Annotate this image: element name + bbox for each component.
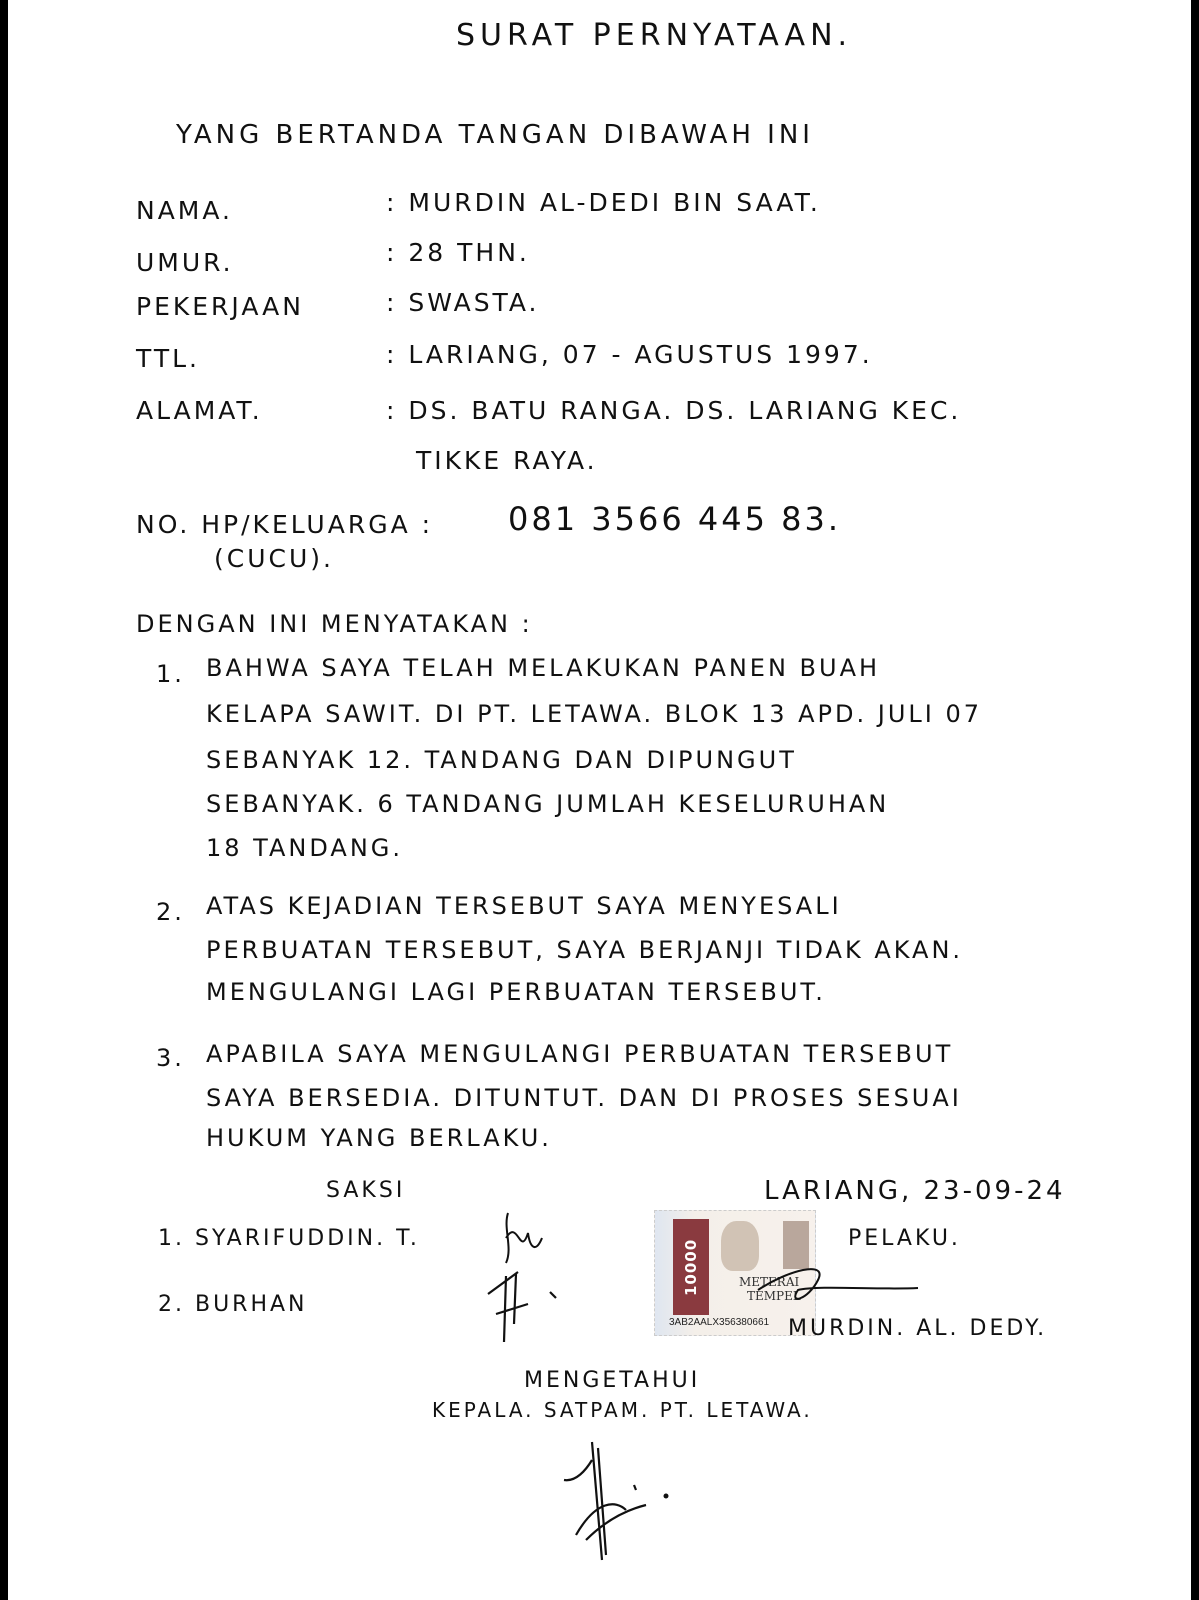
stamp-value: 10000 — [673, 1219, 709, 1315]
field-label-birth: TTL. — [136, 344, 200, 373]
point-line: MENGULANGI LAGI PERBUATAN TERSEBUT. — [206, 978, 826, 1006]
point-number: 3. — [156, 1044, 185, 1072]
witness-2: 2. BURHAN — [158, 1292, 308, 1317]
point-line: PERBUATAN TERSEBUT, SAYA BERJANJI TIDAK AKAN. — [206, 936, 964, 964]
field-value-age: : 28 THN. — [386, 238, 530, 267]
point-line: KELAPA SAWIT. DI PT. LETAWA. BLOK 13 APD. JULI 07 — [206, 700, 983, 728]
field-label-address: ALAMAT. — [136, 396, 263, 425]
field-label-occupation: PEKERJAAN — [136, 292, 304, 321]
stamp-serial: 3AB2AALX356380661 — [669, 1317, 770, 1328]
field-value-birth: : LARIANG, 07 - AGUSTUS 1997. — [386, 340, 873, 369]
acknowledged-heading: MENGETAHUI — [524, 1368, 701, 1393]
stamp-label: TEMPEL — [747, 1289, 801, 1303]
field-label-age: UMUR. — [136, 248, 234, 277]
stamp-label: METERAI — [739, 1275, 800, 1289]
point-line: SAYA BERSEDIA. DITUNTUT. DAN DI PROSES SESUAI — [206, 1084, 962, 1112]
intro-text: YANG BERTANDA TANGAN DIBAWAH INI — [176, 120, 814, 150]
point-line: SEBANYAK. 6 TANDANG JUMLAH KESELURUHAN — [206, 790, 890, 818]
point-line: APABILA SAYA MENGULANGI PERBUATAN TERSEBUT — [206, 1040, 954, 1068]
offender-role: PELAKU. — [848, 1226, 961, 1251]
offender-signature — [748, 1260, 928, 1310]
witness-heading: SAKSI — [326, 1178, 406, 1203]
document-title: SURAT PERNYATAAN. — [456, 18, 853, 53]
witness-1-signature — [498, 1208, 548, 1268]
witness-1: 1. SYARIFUDDIN. T. — [158, 1226, 420, 1251]
phone-number: 081 3566 445 83. — [508, 500, 841, 538]
field-value-address: : DS. BATU RANGA. DS. LARIANG KEC. — [386, 396, 962, 425]
point-line: SEBANYAK 12. TANDANG DAN DIPUNGUT — [206, 746, 797, 774]
point-line: 18 TANDANG. — [206, 834, 403, 862]
acknowledged-title: KEPALA. SATPAM. PT. LETAWA. — [432, 1398, 813, 1422]
witness-2-signature — [468, 1264, 568, 1344]
field-value-occupation: : SWASTA. — [386, 288, 540, 317]
field-label-name: NAMA. — [136, 196, 233, 225]
phone-note: (CUCU). — [214, 544, 334, 573]
place-date: LARIANG, 23-09-24 — [764, 1176, 1066, 1206]
point-line: HUKUM YANG BERLAKU. — [206, 1124, 552, 1152]
field-value-address-line2: TIKKE RAYA. — [416, 446, 598, 475]
security-head-signature — [556, 1440, 686, 1570]
point-line: ATAS KEJADIAN TERSEBUT SAYA MENYESALI — [206, 892, 842, 920]
field-value-name: : MURDIN AL-DEDI BIN SAAT. — [386, 188, 821, 217]
point-number: 2. — [156, 898, 185, 926]
point-number: 1. — [156, 660, 185, 688]
phone-label: NO. HP/KELUARGA : — [136, 510, 434, 539]
statement-intro: DENGAN INI MENYATAKAN : — [136, 610, 533, 638]
document-page — [8, 0, 1191, 1600]
point-line: BAHWA SAYA TELAH MELAKUKAN PANEN BUAH — [206, 654, 881, 682]
offender-name: MURDIN. AL. DEDY. — [788, 1316, 1048, 1341]
